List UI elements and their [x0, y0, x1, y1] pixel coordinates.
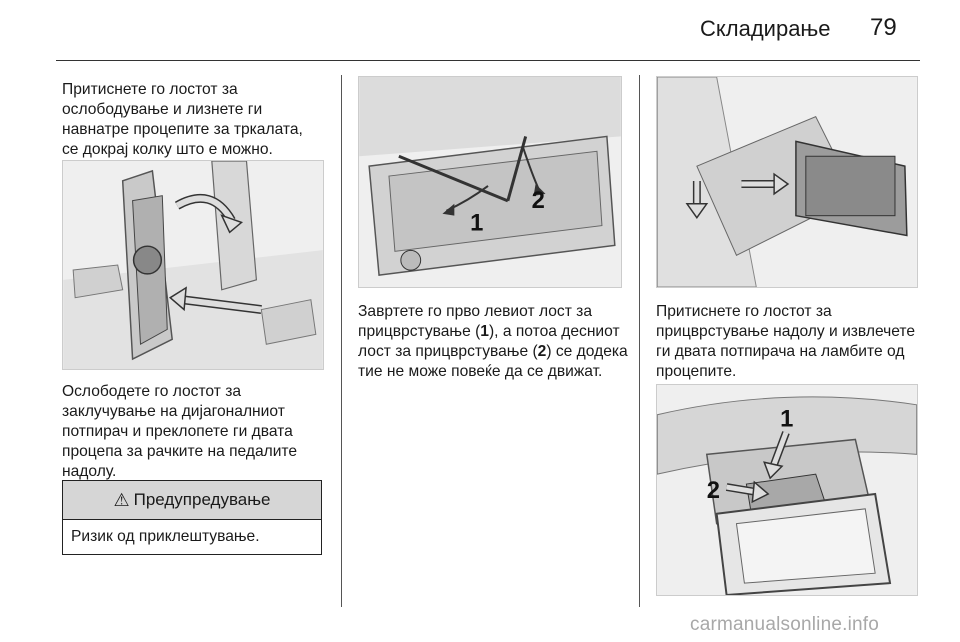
- figure-label-2: 2: [531, 186, 545, 214]
- bike-carrier-illustration: [63, 161, 323, 369]
- figure-label-2: 2: [706, 476, 720, 504]
- figure-remove-supports: [656, 76, 918, 288]
- header-divider: [56, 60, 920, 61]
- warning-triangle-icon: ⚠: [113, 489, 130, 510]
- instruction-text-3: [358, 302, 636, 382]
- watermark: carmanualsonline.info: [690, 614, 880, 635]
- instruction-text-2: Ослободете го лостот за заклучување на дијагоналниот потпирач и преклопете ги двата процепа за рачките на педалите надолу.: [62, 383, 298, 480]
- instruction-text-4: Притиснете го лостот за прицврстување надолу и извлечете ги двата потпирача на ламбите од процепите.: [656, 303, 916, 380]
- fastening-levers-illustration: [359, 77, 621, 287]
- remove-supports-illustration: [657, 77, 917, 287]
- figure-label-1: 1: [780, 405, 794, 433]
- instruction-text-3-part3: ) се додека тие не може повеќе да се движат.: [358, 343, 628, 380]
- support-release-illustration: [657, 385, 917, 595]
- figure-bike-carrier-fold: [62, 160, 324, 370]
- column-divider-right: [639, 75, 640, 607]
- warning-header: [63, 481, 321, 520]
- warning-text: Ризик од приклештување.: [71, 528, 260, 545]
- instruction-text-3-num1: 1: [480, 323, 489, 340]
- figure-fastening-levers: [358, 76, 622, 288]
- instruction-text-3-num2: 2: [537, 343, 547, 360]
- warning-title: Предупредување: [133, 490, 271, 509]
- instruction-text-3-part1: Завртете го прво левиот лост за прицврстување (: [358, 303, 592, 340]
- page-number: 79: [870, 14, 897, 41]
- figure-label-1: 1: [470, 209, 484, 237]
- instruction-text-1: Притиснете го лостот за ослободување и лизнете ги навнатре процепите за тркалата, се докрај колку што е можно.: [62, 81, 303, 158]
- figure-support-release: [656, 384, 918, 596]
- warning-box: [62, 480, 322, 555]
- page-title: Складирање: [700, 16, 831, 41]
- instruction-text-3-part2: ), а потоа десниот лост за прицврстување (: [358, 323, 620, 360]
- column-divider-left: [341, 75, 342, 607]
